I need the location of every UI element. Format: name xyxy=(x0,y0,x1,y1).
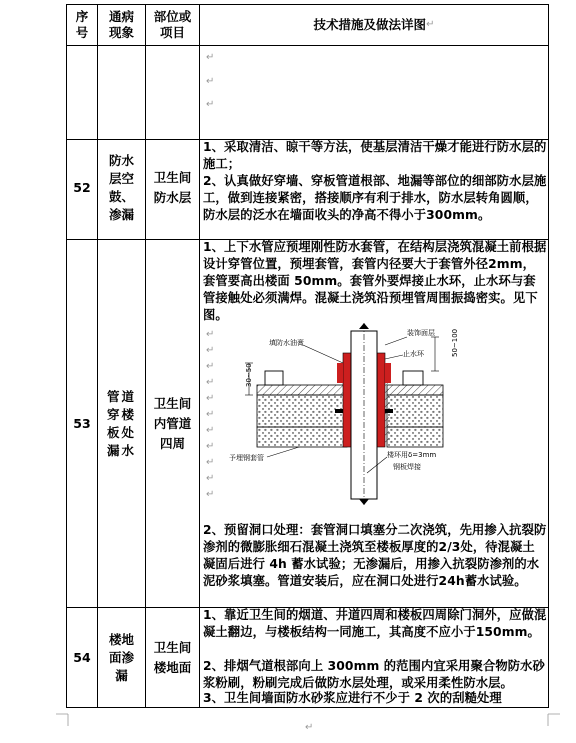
label-dim-top: 50~100 xyxy=(451,328,459,357)
row-54-phenomenon: 楼地面渗漏 xyxy=(108,632,134,683)
row-54-measure-1: 1、靠近卫生间的烟道、井道四周和楼板四周除门洞外，应做混凝土翻边，与楼板结构一同施工，其高度不应小于150mm。 xyxy=(203,608,547,639)
pipe-sleeve-diagram xyxy=(207,323,459,505)
label-ring: 楼环用δ=3mm xyxy=(387,451,437,459)
sleeve-left-wall xyxy=(343,353,351,447)
corner-mark-left xyxy=(56,714,68,726)
row-52-measure-2: 2、认真做好穿墙、穿板管道根部、地漏等部位的细部防水层施工，做到连接紧密，搭接顺序有利于排水，防水层转角圆顺，防水层的泛水在墙面收头的净高不得小于300mm。 xyxy=(203,174,547,222)
row-54-measure-2: 2、排烟气道根部向上 300mm 的范围内宜采用聚合物防水砂浆粉刷，粉刷完成后做防水层处理，或采用柔性防水层。 xyxy=(203,659,545,690)
row-54-no: 54 xyxy=(73,650,91,665)
row-53-measure-1: 1、上下水管应预埋刚性防水套管，在结构层浇筑混凝土前根据设计穿管位置，预埋套管，套管内径要大于套管外径2mm，套管要高出楼面 50mm。套管外要焊接止水环，止水环与套管接触处必须满焊。混凝土浇筑沿预埋管周围振捣密实。见下图。 xyxy=(203,240,547,322)
right-slab-concrete xyxy=(387,395,443,427)
header-location: 部位或项目 xyxy=(153,9,192,40)
row-52-phenomenon: 防水层空鼓、渗漏 xyxy=(108,152,134,222)
left-slab-bottom xyxy=(257,427,347,447)
row-52-measure-1: 1、采取清洁、晾干等方法，使基层清洁干燥才能进行防水层的施工； xyxy=(203,140,547,171)
row-54-location: 卫生间楼地面 xyxy=(153,640,192,675)
right-slab-bottom xyxy=(387,427,443,447)
row-53-measure-2: 2、预留洞口处理：套管洞口填塞分二次浇筑，先用掺入抗裂防渗剂的微膨胀细石混凝土浇筑至楼板厚度的2/3处，待混凝土凝固后进行 4h 蓄水试验；无渗漏后，用掺入抗裂防渗剂的水泥砂浆填塞。管道安装后，应在洞口处进行24h蓄水试验。 xyxy=(203,523,547,588)
label-water-stop: 止水环 xyxy=(403,350,424,358)
row-53-no: 53 xyxy=(73,416,91,431)
header-measures: 技术措施及做法详图 ↵ xyxy=(313,17,435,32)
document-page: 序号 通病现象 部位或项目 技术措施及做法详图 ↵ ↵ ↵ ↵ 52 防水层空鼓、渗漏 卫生间防水层 1、采取清洁、晾干等方法，使基层清洁干燥才能进行防水层的施工； 2、认真做好穿墙、穿板管道根部、地漏等部位的细部防水层施工，做到连接紧密，搭接顺序有利于排水，防水层转角圆顺，防水层的泛水在墙面收头的净高不得小于300mm。 53 管道穿楼板处漏水 卫生间内管道四周 1、上下水管应预埋刚性防水套管，在结构层浇筑混凝土前根据设计穿管位置，预埋套管，套管内径要大于套管外径2mm，套管要高出楼面 50mm。套管外要焊接止水环，止水环与套管接触处必须满焊。混凝土浇筑沿预埋管周围振捣密实。见下图。 ↵ ↵ ↵ ↵ ↵ ↵ ↵ ↵ ↵ ↵ ↵ 填防水油膏 装饰面层 止水环 楼环用δ=3mm 钢板焊接 予埋钢套管 50~100 30~50 2、预留洞口处理：套管洞口填塞分二次浇筑，先用掺入抗裂防渗剂的微膨胀细石混凝土浇筑至楼板厚度的2/3处，待混凝土凝固后进行 4h 蓄水试验；无渗漏后，用掺入抗裂防渗剂的水泥砂浆填塞。管道安装后，应在洞口处进行24h蓄水试验。 54 楼地面渗漏 卫生间楼地面 1、靠近卫生间的烟道、井道四周和楼板四周除门洞外，应做混凝土翻边，与楼板结构一同施工，其高度不应小于150mm。 2、排烟气道根部向上 300mm 的范围内宜采用聚合物防水砂浆粉刷，粉刷完成后做防水层处理，或采用柔性防水层。 3、卫生间墙面防水砂浆应进行不少于 2 次的刮糙处理 ↵ xyxy=(0,0,576,743)
label-steel-plate: 钢板焊接 xyxy=(393,463,421,471)
right-slab-finish xyxy=(387,385,443,395)
header-phenomenon: 通病现象 xyxy=(108,9,134,40)
label-finish: 装饰面层 xyxy=(407,329,435,337)
left-slab-finish xyxy=(257,385,347,395)
row-52-no: 52 xyxy=(73,179,91,195)
left-slab-concrete xyxy=(257,395,347,427)
label-fill-sealant: 填防水油膏 xyxy=(269,339,304,347)
sleeve-right-wall xyxy=(377,353,385,447)
label-pipe: 予埋钢套管 xyxy=(229,454,264,462)
row-54-measure-3: 3、卫生间墙面防水砂浆应进行不少于 2 次的刮糙处理 xyxy=(203,691,502,705)
row-53-location: 卫生间内管道四周 xyxy=(153,396,192,451)
row-53-phenomenon: 管道穿楼板处漏水 xyxy=(106,389,136,458)
corner-mark-right xyxy=(548,714,560,726)
label-dim-left: 30~50 xyxy=(245,363,253,387)
row-52-location: 卫生间防水层 xyxy=(153,169,192,205)
header-no: 序号 xyxy=(75,9,89,40)
